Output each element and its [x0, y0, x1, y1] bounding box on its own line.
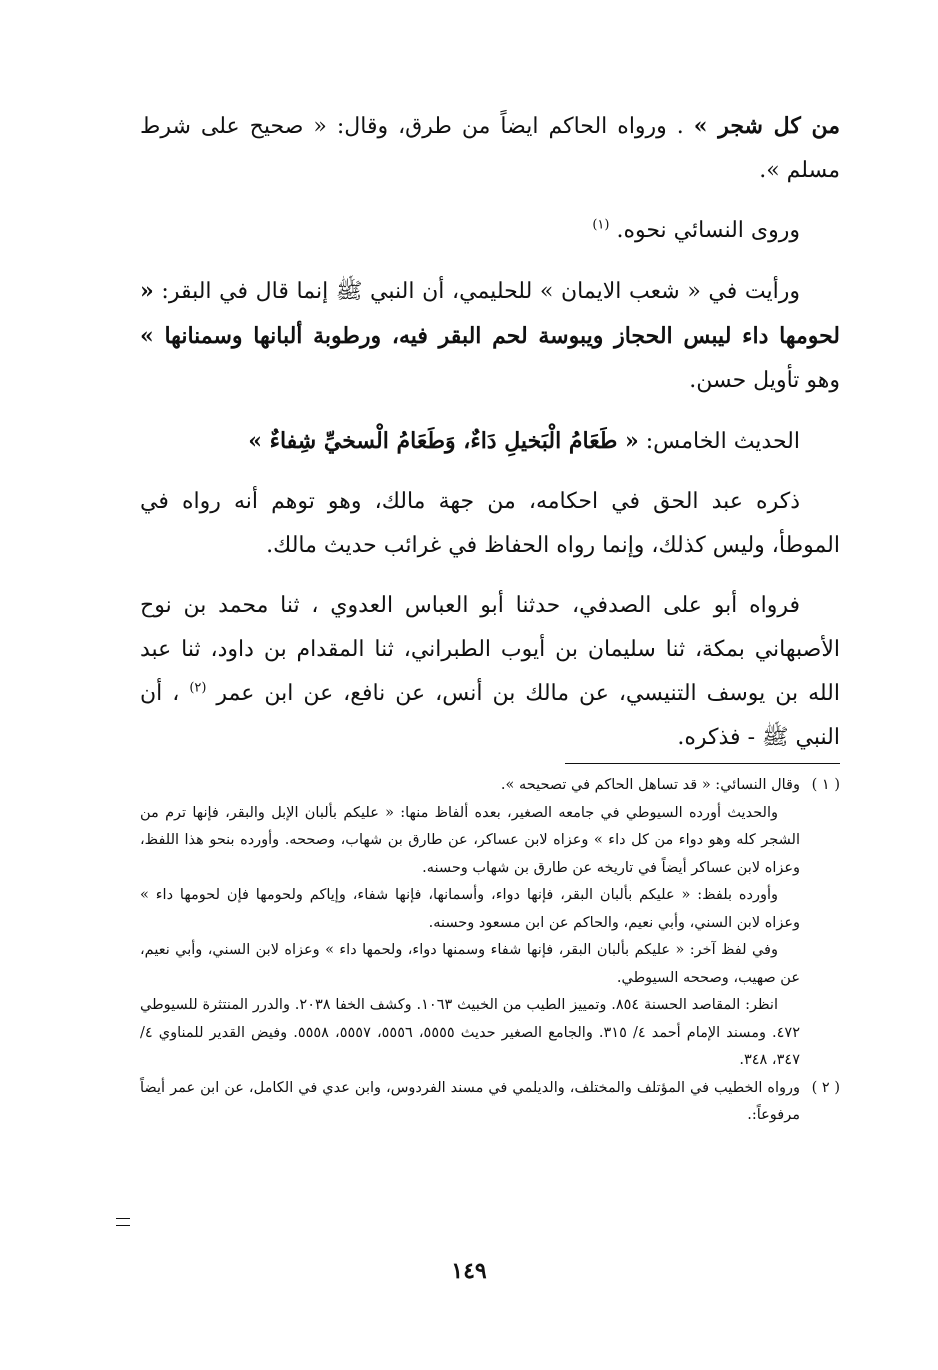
footnote-number: ( ١ ) — [811, 777, 840, 793]
footnote-ref-1[interactable]: (١) — [592, 217, 610, 233]
paragraph-2 — [140, 209, 840, 253]
footnotes — [140, 772, 840, 1130]
footnote-2 — [140, 1075, 840, 1130]
hadith-quote: « لحومها داء ليبس الحجاز ويبوسة لحم البقر فيه، ورطوبة ألبانها وسمنانها » — [140, 278, 840, 349]
footnote-paragraph: وأورده بلفظ: « عليكم بألبان البقر، فإنها دواء، وأسمانها، فإنها شفاء، وإياكم ولحومها فإن لحومها داء » وعزاه لابن السني، وأبي نعيم، والحاكم عن ابن مسعود وحسنه. — [140, 887, 800, 931]
hadith-heading — [140, 419, 840, 464]
footnote-text — [140, 772, 800, 1075]
footnote-separator — [565, 763, 840, 764]
footnote-number: ( ٢ ) — [811, 1079, 840, 1096]
hadith-quote: « طَعَامُ الْبَخيلِ دَاءٌ، وَطَعَامُ الْسخيِّ شِفاءٌ » — [248, 428, 639, 454]
paragraph-1 — [140, 104, 840, 193]
paragraph-3 — [140, 269, 840, 403]
paragraph-text: ، أن النبي ﷺ - فذكره. — [140, 681, 840, 750]
page-number: ١٤٩ — [451, 1258, 487, 1284]
footnote-paragraph: وقال النسائي: « قد تساهل الحاكم في تصحيحه ». — [500, 777, 800, 793]
paragraph-text: . ورواه الحاكم ايضاً من طرق، وقال: « صحيح على شرط مسلم ». — [140, 114, 840, 183]
footnote-ref-2[interactable]: (٢) — [189, 680, 207, 696]
footnote-paragraph: انظر: المقاصد الحسنة ٨٥٤. وتمييز الطيب من الخبيث ١٠٦٣. وكشف الخفا ٢٠٣٨. والدرر المنتثرة للسيوطي ٤٧٢. ومسند الإمام أحمد ٤/ ٣١٥. والجامع الصغير حديث ٥٥٥٥، ٥٥٥٦، ٥٥٥٧، ٥٥٥٨. وفيض القدير للمناوي ٤/ ٣٤٧، ٣٤٨. — [140, 997, 801, 1068]
footnote-1 — [140, 772, 840, 1075]
paragraph-text: فرواه أبو على الصدفي، حدثنا أبو العباس العدوي ، ثنا محمد بن نوح الأصبهاني بمكة، ثنا سليمان بن أيوب الطبراني، ثنا المقدام بن داود، ثنا عبد الله بن يوسف التنيسي، عن مالك بن أنس، عن نافع، عن ابن عمر — [140, 593, 840, 706]
hadith-quote: من كل شجر » — [693, 113, 840, 139]
paragraph-text: وهو تأويل حسن. — [689, 368, 840, 393]
paragraph-text: وروى النسائي نحوه. — [616, 218, 800, 243]
paragraph-5 — [140, 480, 840, 568]
footnote-paragraph: ورواه الخطيب في المؤتلف والمختلف، والديلمي في مسند الفردوس، وابن عدي في الكامل، عن ابن عمر أيضاً مرفوعاً:. — [140, 1079, 800, 1123]
footnote-paragraph: وفي لفظ آخر: « عليكم بألبان البقر، فإنها شفاء وسمنها دواء، ولحمها داء » وعزاه لابن السني، وأبي نعيم، عن صهيب، وصححه السيوطي. — [140, 942, 800, 986]
paragraph-text: ورأيت في « شعب الايمان » للحليمي، أن النبي ﷺ إنما قال في البقر: — [161, 279, 801, 304]
margin-mark — [116, 1218, 130, 1226]
footnote-paragraph: والحديث أورده السيوطي في جامعه الصغير، بعده ألفاظ منها: « عليكم بألبان الإبل والبقر، فإنها ترم من الشجر كله وهو دواء من كل داء » وعزاه لابن عساكر، عن طارق بن شهاب، وصححه. وأورده بنحو هذا اللفظ، وعزاه لابن عساكر أيضاً في تاريخه عن طارق بن شهاب وحسنه. — [140, 804, 800, 876]
paragraph-text: ذكره عبد الحق في احكامه، من جهة مالك، وهو توهم أنه رواه في الموطأ، وليس كذلك، وإنما رواه الحفاظ في غرائب حديث مالك. — [140, 489, 840, 558]
hadith-label: الحديث الخامس: — [645, 429, 800, 454]
footnote-text — [140, 1075, 800, 1130]
paragraph-6 — [140, 584, 840, 760]
main-text — [140, 104, 840, 760]
